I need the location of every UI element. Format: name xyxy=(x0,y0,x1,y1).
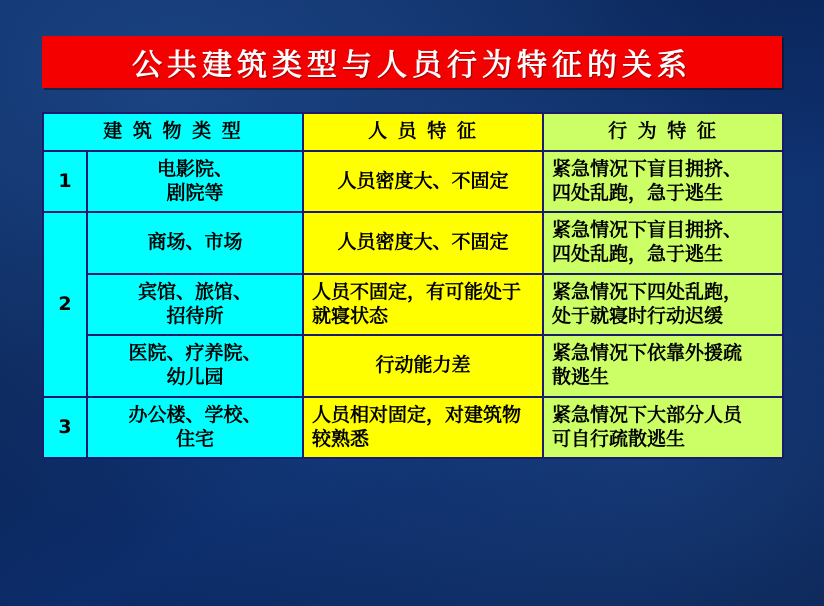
cell-line: 人员相对固定，对建筑物 xyxy=(312,403,522,426)
cell-behavior-feature xyxy=(543,151,783,213)
table-row xyxy=(43,212,783,274)
cell-line: 办公楼、学校、 xyxy=(128,403,262,426)
cell-line: 剧院等 xyxy=(166,181,224,204)
header-person-feature: 人 员 特 征 xyxy=(303,113,543,151)
header-building-type: 建 筑 物 类 型 xyxy=(43,113,303,151)
title-banner xyxy=(42,36,782,88)
cell-line: 处于就寝时行动迟缓 xyxy=(552,304,724,327)
cell-line: 散逃生 xyxy=(552,366,610,388)
cell-line: 住宅 xyxy=(175,427,214,450)
cell-line: 就寝状态 xyxy=(312,304,389,327)
cell-line: 人员不固定，有可能处于 xyxy=(312,280,522,303)
table-row xyxy=(43,274,783,336)
table-row xyxy=(43,335,783,397)
cell-behavior-feature xyxy=(543,335,783,397)
table-header-row xyxy=(43,113,783,151)
cell-behavior-feature xyxy=(543,274,783,336)
cell-line: 四处乱跑，急于逃生 xyxy=(552,181,724,204)
cell-building-type xyxy=(87,274,303,336)
cell-person-feature xyxy=(303,335,543,397)
cell-person-feature xyxy=(303,274,543,336)
cell-line: 电影院、 xyxy=(156,157,233,180)
cell-behavior-feature xyxy=(543,212,783,274)
cell-line: 商场、市场 xyxy=(147,231,243,254)
cell-behavior-feature xyxy=(543,397,783,459)
cell-person-feature xyxy=(303,397,543,459)
cell-line: 紧急情况下盲目拥挤、 xyxy=(552,219,743,242)
cell-building-type xyxy=(87,397,303,459)
cell-building-type xyxy=(87,151,303,213)
cell-building-type xyxy=(87,335,303,397)
row-number: 2 xyxy=(43,212,87,397)
cell-line: 紧急情况下大部分人员 xyxy=(552,403,743,426)
table-row xyxy=(43,151,783,213)
cell-person-feature xyxy=(303,151,543,213)
cell-line: 幼儿园 xyxy=(166,366,224,388)
table-row xyxy=(43,397,783,459)
header-behavior-feature: 行 为 特 征 xyxy=(543,113,783,151)
cell-line: 较熟悉 xyxy=(312,427,370,450)
cell-line: 可自行疏散逃生 xyxy=(552,427,686,450)
cell-line: 医院、疗养院、 xyxy=(128,342,262,365)
cell-line: 紧急情况下盲目拥挤、 xyxy=(552,157,743,180)
cell-line: 四处乱跑，急于逃生 xyxy=(552,243,724,265)
relationship-table xyxy=(42,112,784,459)
cell-person-feature xyxy=(303,212,543,274)
row-number: 1 xyxy=(43,151,87,213)
cell-line: 招待所 xyxy=(166,304,224,327)
cell-building-type xyxy=(87,212,303,274)
page-title: 公共建筑类型与人员行为特征的关系 xyxy=(132,48,692,83)
cell-line: 人员密度大、不固定 xyxy=(337,231,509,254)
cell-line: 宾馆、旅馆、 xyxy=(137,280,252,303)
cell-line: 人员密度大、不固定 xyxy=(337,169,509,192)
cell-line: 紧急情况下依靠外援疏 xyxy=(552,342,743,365)
row-number: 3 xyxy=(43,397,87,459)
cell-line: 紧急情况下四处乱跑， xyxy=(552,280,743,303)
cell-line: 行动能力差 xyxy=(375,354,471,377)
